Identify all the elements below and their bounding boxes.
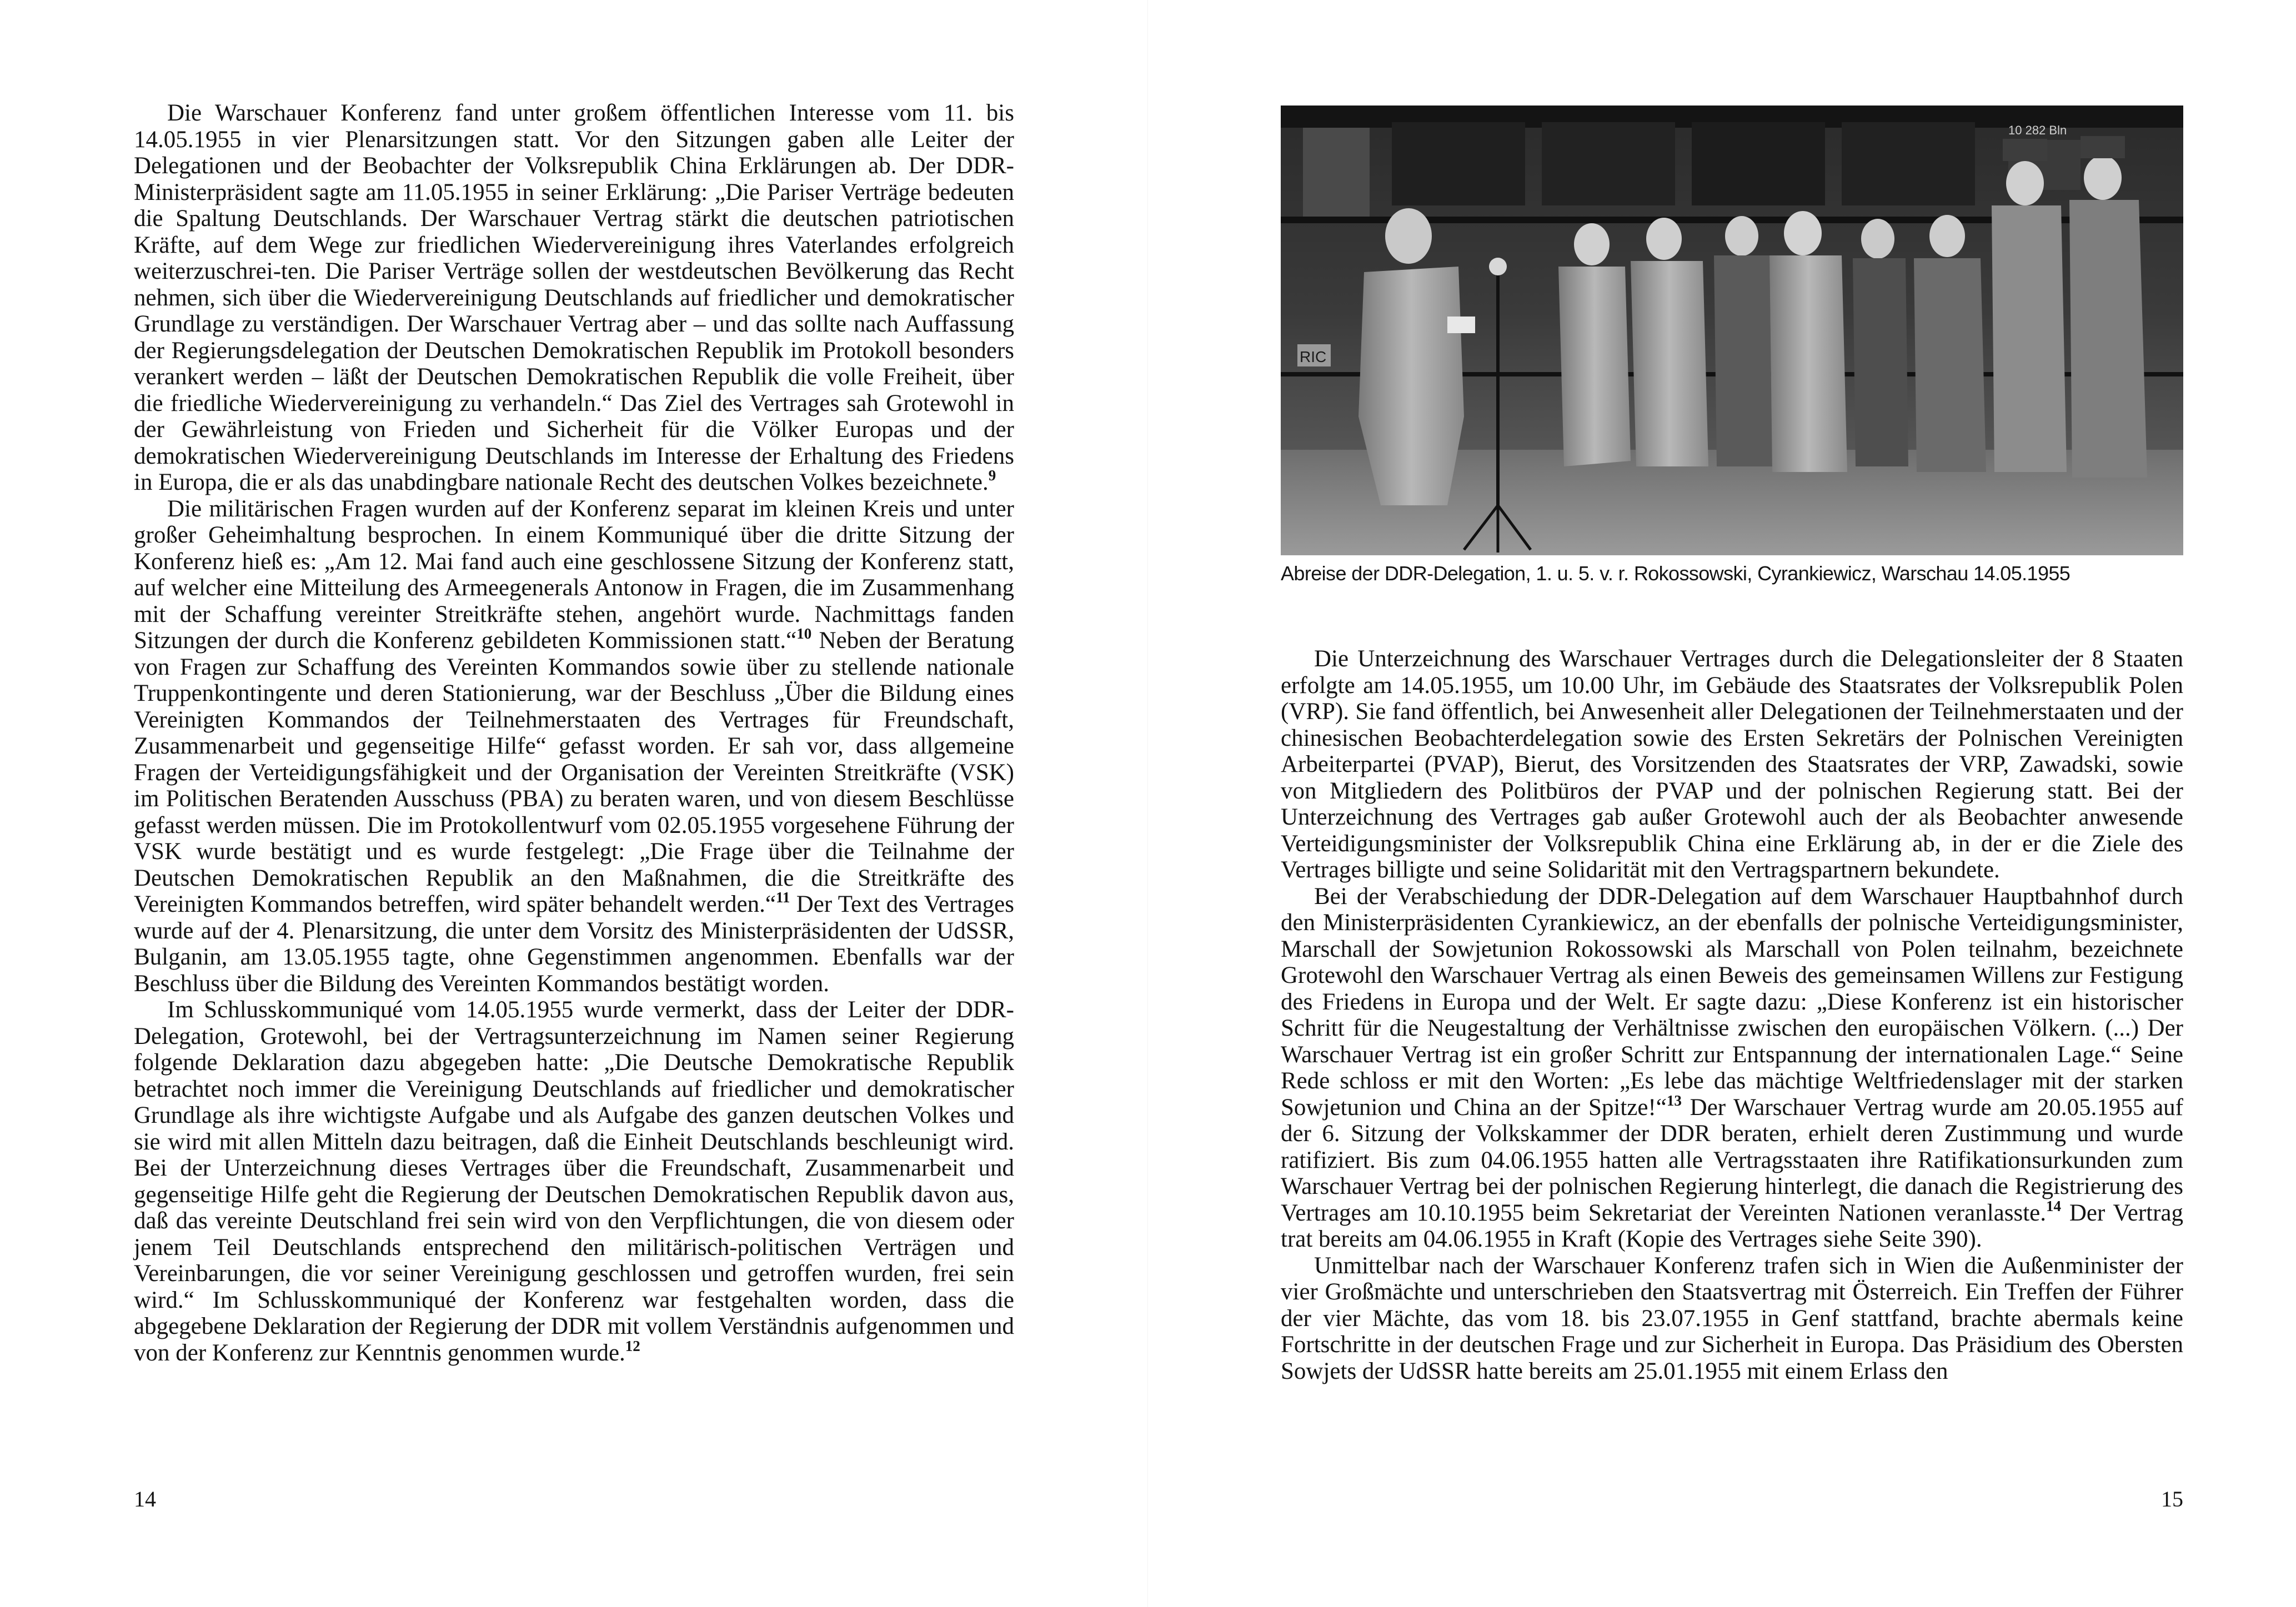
paragraph-text: Bei der Verabschiedung der DDR-Delegation auf dem Warschauer Hauptbahnhof durch den Ministerpräsidenten Cyrankiewicz, an der ebenfalls der polnische Verteidigungsminister, Marschall der Sowjetunion Rokossowski als Marschall von Polen teilnahm, bezeichnete Grotewohl den Warschauer Vertrag als einen Beweis des gemeinsamen Willens zur Festigung des Friedens in Europa und der Welt. Er sagte dazu: „Diese Konferenz ist ein historischer Schritt für die Neugestaltung der Verhältnisse zwischen den europäischen Völkern. (...) Der Warschauer Vertrag ist ein großer Schritt zur Entspannung der internationalen Lage.“ Seine Rede schloss er mit den Worten: „Es lebe das mächtige Weltfriedenslager mit der starken Sowjetunion und China an der Spitze!“ [1281,883,2183,1121]
paragraph-text: Unmittelbar nach der Warschauer Konferenz trafen sich in Wien die Außenminister der vier Großmächte und unterschrieben den Staatsvertrag mit Österreich. Ein Treffen der Führer der vier Mächte, das vom 18. bis 23.07.1955 in Genf stattfand, brachte abermals keine Fortschritte in der deutschen Frage und zur Sicherheit in Europa. Das Präsidium des Obersten Sowjets der UdSSR hatte bereits am 25.01.1955 mit einem Erlass den [1281,1252,2183,1384]
left-page-body [134,100,1014,1366]
footnote-marker: 9 [988,467,996,484]
station-photo-illustration [1281,106,2183,555]
footnote-marker: 11 [775,889,790,906]
paragraph-text: Neben der Beratung von Fragen zur Schaffung des Vereinten Kommandos sowie über zu stellende nationale Truppenkontingente und deren Stationierung, war der Beschluss „Über die Bildung eines Vereinigten Kommandos der Teilnehmerstaaten des Vertrages für Freundschaft, Zusammenarbeit und gegenseitige Hilfe“ gefasst worden. Er sah vor, dass allgemeine Fragen der Verteidigungsfähigkeit und der Organisation der Vereinten Streitkräfte (VSK) im Politischen Beratenden Ausschuss (PBA) zu beraten waren, und von diesem Beschlüsse gefasst werden müssen. Die im Protokollentwurf vom 02.05.1955 vorgesehene Führung der VSK wurde bestätigt und es wurde festgelegt: „Die Frage über die Teilnahme der Deutschen Demokratischen Republik an den Maßnahmen, die die Streitkräfte des Vereinigten Kommandos betreffen, wird später behandelt werden.“ [134,627,1014,917]
footnote-marker: 13 [1666,1092,1682,1109]
paragraph-text: Im Schlusskommuniqué vom 14.05.1955 wurde vermerkt, dass der Leiter der DDR-Delegation, Grotewohl, bei der Vertragsunterzeichnung im Namen seiner Regierung folgende Deklaration dazu abgegeben hatte: „Die Deutsche Demokratische Republik betrachtet noch immer die Vereinigung Deutschlands auf friedlicher und demokratischer Grundlage als ihre wichtigste Aufgabe und als Aufgabe des ganzen deutschen Volkes und sie wird mit allen Mitteln dazu beitragen, daß die Einheit Deutschlands beschleunigt wird. Bei der Unterzeichnung dieses Vertrages über die Freundschaft, Zusammenarbeit und gegenseitige Hilfe geht die Regierung der Deutschen Demokratischen Republik davon aus, daß das vereinte Deutschland frei sein wird von den Verpflichtungen, die von diesem oder jenem Teil Deutschlands entsprechend den militärisch-politischen Verträgen und Vereinbarungen, die vor seiner Vereinigung geschlossen und getroffen wurden, frei sein wird.“ Im Schlusskommuniqué der Konferenz war festgehalten worden, dass die abgegebene Deklaration der Regierung der DDR mit vollem Verständnis aufgenommen und von der Konferenz zur Kenntnis genommen wurde. [134,997,1014,1366]
photo-caption: Abreise der DDR-Delegation, 1. u. 5. v. r. Rokossowski, Cyrankiewicz, Warschau 14.05.1955 [1281,562,2071,585]
paragraph [134,100,1014,496]
footnote-marker: 14 [2046,1197,2061,1214]
paragraph-text: Die Warschauer Konferenz fand unter großem öffentlichen Interesse vom 11. bis 14.05.1955 in vier Plenarsitzungen statt. Vor den Sitzungen gaben alle Leiter der Delegationen und der Beobachter der Volksrepublik China Erklärungen ab. Der DDR-Ministerpräsident sagte am 11.05.1955 in seiner Erklärung: „Die Pariser Verträge bedeuten die Spaltung Deutschlands. Der Warschauer Vertrag stärkt die deutschen patriotischen Kräfte, auf dem Wege zur friedlichen Wiedervereinigung ihres Vaterlandes erfolgreich weiterzuschrei-ten. Die Pariser Verträge sollen der westdeutschen Bevölkerung das Recht nehmen, sich über die Wiedervereinigung Deutschlands auf friedlicher und demokratischer Grundlage zu verständigen. Der Warschauer Vertrag aber – und das sollte nach Auffassung der Regierungsdelegation der Deutschen Demokratischen Republik im Protokoll besonders verankert werden – läßt der Deutschen Demokratischen Republik die volle Freiheit, über die friedliche Wiedervereinigung zu verhandeln.“ Das Ziel des Vertrages sah Grotewohl in der Gewährleistung von Frieden und Sicherheit für die Völker Europas und der demokratischen Wiedervereinigung Deutschlands im Interesse der Erhaltung des Friedens in Europa, die er als das unabdingbare nationale Recht des deutschen Volkes bezeichnete. [134,100,1014,495]
paragraph [1281,646,2183,883]
footnote-marker: 12 [625,1337,640,1354]
paragraph [134,496,1014,997]
paragraph [1281,883,2183,1253]
paragraph [1281,1253,2183,1385]
photo-plate-number: 10 282 Bln [2008,123,2067,137]
paragraph-text: Der Warschauer Vertrag wurde am 20.05.1955 auf der 6. Sitzung der Volkskammer der DDR beraten, erhielt deren Zustimmung und wurde ratifiziert. Bis zum 04.06.1955 hatten alle Vertragsstaaten ihre Ratifikationsurkunden zum Warschauer Vertrag bei der polnischen Regierung hinterlegt, die danach die Registrierung des Vertrages am 10.10.1955 beim Sekretariat der Vereinten Nationen veranlasste. [1281,1094,2184,1226]
right-page [1148,0,2296,1607]
paragraph-text: Die Unterzeichnung des Warschauer Vertrages durch die Delegationsleiter der 8 Staaten erfolgte am 14.05.1955, um 10.00 Uhr, im Gebäude des Staatsrates der Volksrepublik Polen (VRP). Sie fand öffentlich, bei Anwesenheit aller Delegationen der Teilnehmerstaaten und der chinesischen Beobachterdelegation sowie des Ersten Sekretärs der Polnischen Vereinigten Arbeiterpartei (PVAP), Bierut, des Vorsitzenden des Staatsrates der VRP, Zawadski, sowie von Mitgliedern des Politbüros der PVAP und der polnischen Regierung statt. Bei der Unterzeichnung des Vertrages gab außer Grotewohl auch der als Beobachter anwesende Verteidigungsminister der Volksrepublik China eine Erklärung ab, in der er die Ziele des Vertrages billigte und seine Solidarität mit den Vertragspartnern bekundete. [1281,646,2183,883]
photo-image [1281,106,2183,555]
right-page-body [1281,646,2183,1384]
paragraph-text: Der Vertrag trat bereits am 04.06.1955 in Kraft (Kopie des Vertrages siehe Seite 390). [1281,1199,2183,1252]
right-page-number: 15 [2161,1487,2183,1511]
paragraph-text: Die militärischen Fragen wurden auf der Konferenz separat im kleinen Kreis und unter großer Geheimhaltung besprochen. In einem Kommuniqué über die dritte Sitzung der Konferenz hieß es: „Am 12. Mai fand auch eine geschlossene Sitzung der Konferenz statt, auf welcher eine Mitteilung des Armeegenerals Antonow in Fragen, die im Zusammenhang mit der Schaffung vereinter Streitkräfte stehen, angehört wurde. Nachmittags fanden Sitzungen der durch die Konferenz gebildeten Kommissionen statt.“ [134,495,1014,654]
left-page-number: 14 [134,1487,156,1511]
photo-label-ric: RIC [1300,348,1327,365]
footnote-marker: 10 [796,625,812,642]
paragraph [134,997,1014,1366]
paragraph-text: Der Text des Vertrages wurde auf der 4. Plenarsitzung, die unter dem Vorsitz des Ministerpräsidenten der UdSSR, Bulganin, am 13.05.1955 tagte, ohne Gegenstimmen angenommen. Ebenfalls war der Beschluss über die Bildung des Vereinten Kommandos bestätigt worden. [134,891,1014,997]
